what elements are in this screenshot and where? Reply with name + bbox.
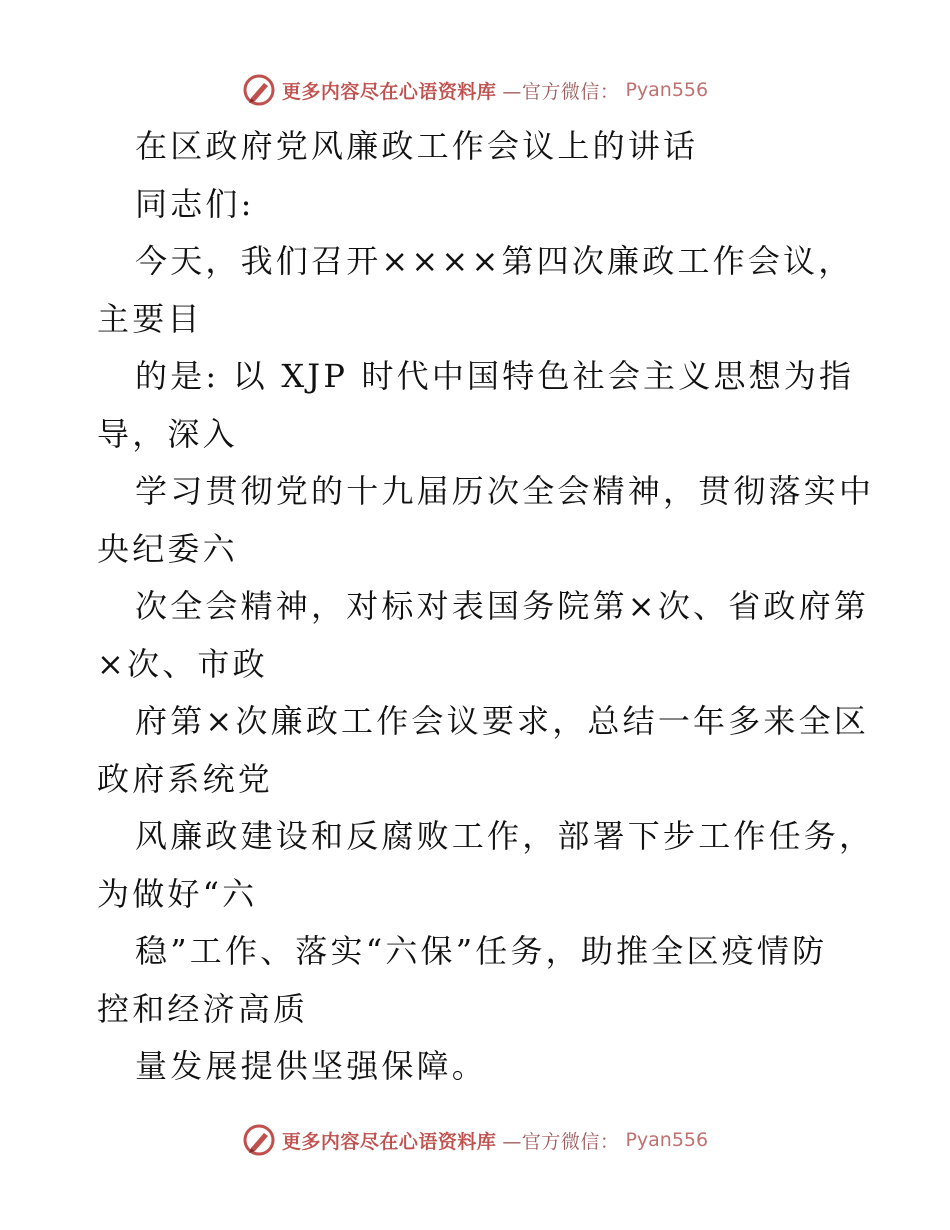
text-line: 学习贯彻党的十九届历次全会精神，贯彻落实中 [135,472,875,510]
text-line: 同志们: [135,184,255,223]
document-body [97,118,875,1096]
watermark-main-text: 更多内容尽在心语资料库 [281,80,497,103]
text-line: 主要目 [97,299,203,338]
text-line: 风廉政建设和反腐败工作，部署下步工作任务， [135,817,875,855]
text-line: 为做好“六 [97,874,258,913]
text-line: 政府系统党 [97,759,274,798]
text-line: 导，深入 [97,414,238,453]
text-line: 量发展提供坚强保障。 [135,1047,488,1085]
text-line: 在区政府党风廉政工作会议上的讲话 [135,127,699,165]
text-line: 府第×次廉政工作会议要求，总结一年多来全区 [135,702,870,740]
footer-watermark [0,1120,950,1160]
watermark-sub-text: —官方微信： [502,1130,620,1153]
watermark-main-text: 更多内容尽在心语资料库 [281,1130,497,1153]
pen-logo-icon [242,73,276,107]
text-line: 次全会精神，对标对表国务院第×次、省政府第 [135,587,870,625]
pen-logo-icon [242,1123,276,1157]
text-line: 的是: 以 XJP 时代中国特色社会主义思想为指 [135,357,855,395]
watermark-id-text: Pyan556 [625,79,709,101]
text-line: 稳”工作、落实“六保”任务，助推全区疫情防 [135,932,828,970]
text-line: 控和经济高质 [97,989,309,1028]
text-line: ×次、市政 [97,644,268,683]
text-line: 央纪委六 [97,529,238,568]
text-line: 今天，我们召开××××第四次廉政工作会议， [135,242,854,280]
watermark-id-text: Pyan556 [625,1129,709,1151]
watermark-sub-text: —官方微信： [502,80,620,103]
header-watermark [0,70,950,110]
